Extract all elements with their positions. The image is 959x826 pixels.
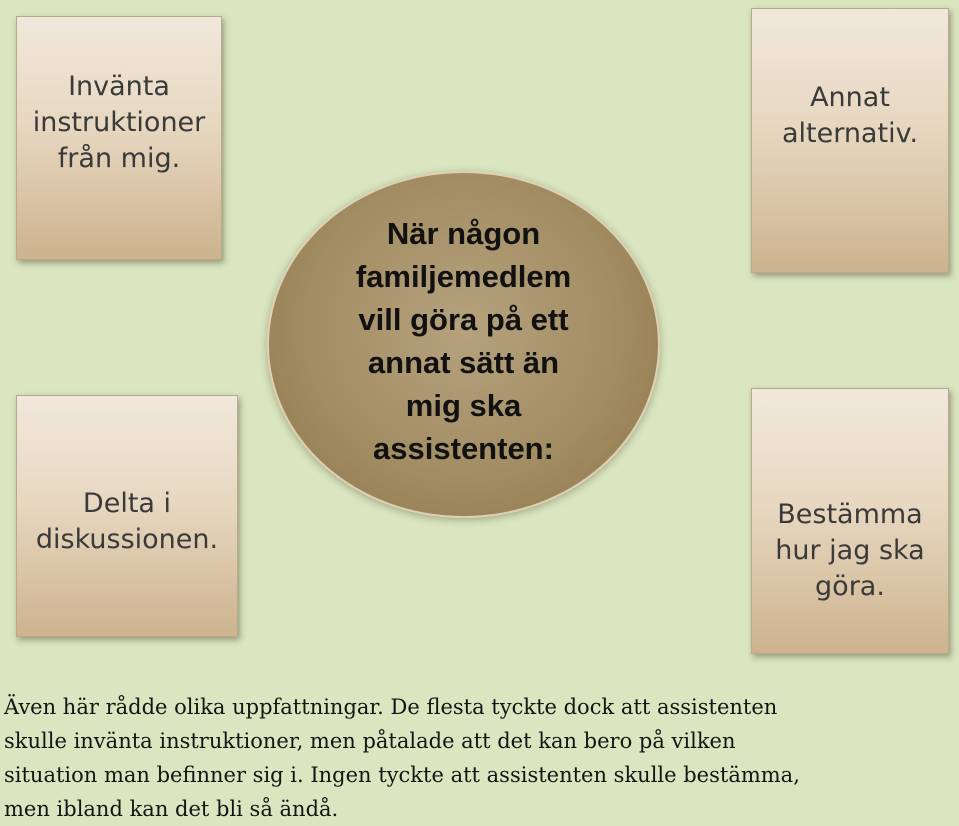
option-label: Bestämma hur jag ska göra. [775, 499, 925, 602]
body-paragraph: Även här rådde olika uppfattningar. De flesta tyckte dock att assistenten skulle invänta instruktioner, men påtalade att det kan bero på vilken situation man befinner sig i. Ingen tyckte att assistenten skulle bestämma, men ibland kan det bli så ändå. [4, 695, 800, 821]
option-label: Delta i diskussionen. [35, 488, 219, 555]
option-label: Annat alternativ. [781, 81, 919, 149]
option-box-wait-instructions [16, 16, 222, 260]
center-question-circle [267, 171, 660, 518]
option-box-decide [751, 388, 949, 654]
option-label: Invänta instruktioner från mig. [32, 71, 206, 174]
option-box-join-discussion [16, 395, 238, 637]
option-box-other-alternative [751, 8, 949, 273]
center-question-text: När någon familjemedlem vill göra på ett annat sätt än mig ska assistenten: [355, 215, 572, 466]
